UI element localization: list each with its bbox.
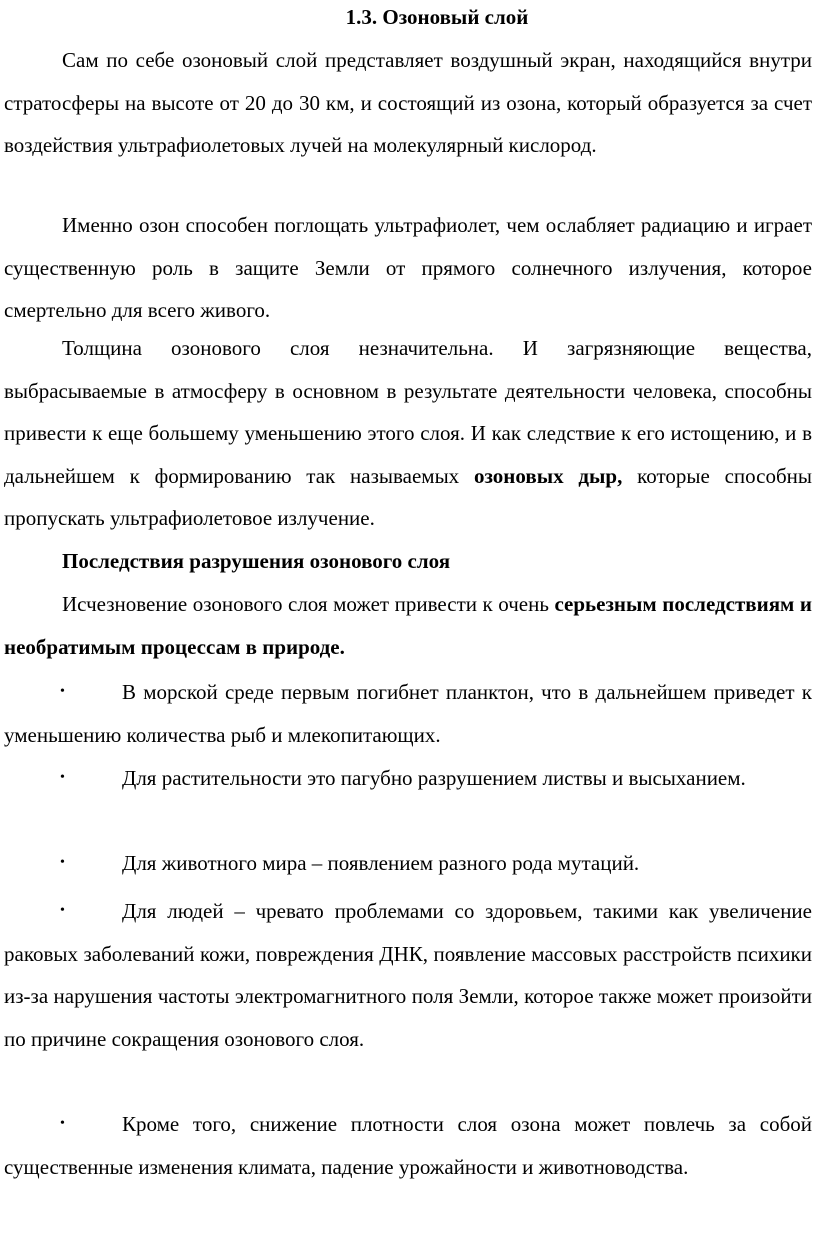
consequences-emphasis: серьезным последствиям и необратимым процессам в природе. <box>4 592 813 659</box>
bullet-icon: • <box>60 903 65 918</box>
section-title: 1.3. Озоновый слой <box>345 5 529 29</box>
paragraph-text: Исчезновение озонового слоя может привести к очень <box>62 592 555 616</box>
bullet-icon: • <box>60 684 65 699</box>
list-item-humans: Для людей – чревато проблемами со здоровьем, такими как увеличение раковых заболеваний кожи, повреждения ДНК, появление массовых расстройств психики из-за нарушения частоты электромагнитного поля Земли, которое также может произойти по причине сокращения озонового слоя. <box>4 899 812 1051</box>
list-item-marine: В морской среде первым погибнет планктон, что в дальнейшем приведет к уменьшению количества рыб и млекопитающих. <box>4 680 812 747</box>
paragraph-text: которые способны пропускать ультрафиолетовое излучение. <box>4 463 813 530</box>
bullet-icon: • <box>60 1116 65 1131</box>
ozone-holes-term: озоновых дыр, <box>473 463 623 488</box>
list-item-plants: Для растительности это пагубно разрушением листвы и высыханием. <box>122 766 746 790</box>
list-item-animals: Для животного мира – появлением разного рода мутаций. <box>122 851 640 875</box>
paragraph-ozone-thickness <box>4 327 812 540</box>
bullet-icon: • <box>60 770 65 785</box>
bullet-icon: • <box>60 855 65 870</box>
list-item-climate: Кроме того, снижение плотности слоя озона может повлечь за собой существенные изменения климата, падение урожайности и животноводства. <box>4 1112 812 1179</box>
paragraph-ozone-definition: Сам по себе озоновый слой представляет воздушный экран, находящийся внутри стратосферы на высоте от 20 до 30 км, и состоящий из озона, который образуется за счет воздействия ультрафиолетовых лучей на молекулярный кислород. <box>4 48 812 157</box>
paragraph-text: Толщина озонового слоя незначительна. И загрязняющие вещества, выбрасываемые в атмосферу в основном в результате деятельности человека, способны привести к еще большему уменьшению этого слоя. И как следствие к его истощению, и в дальнейшем к формированию так называемых <box>4 336 812 488</box>
consequences-heading: Последствия разрушения озонового слоя <box>62 549 451 573</box>
consequences-intro <box>4 583 812 668</box>
paragraph-ozone-function: Именно озон способен поглощать ультрафиолет, чем ослабляет радиацию и играет существенную роль в защите Земли от прямого солнечного излучения, которое смертельно для всего живого. <box>4 213 812 322</box>
